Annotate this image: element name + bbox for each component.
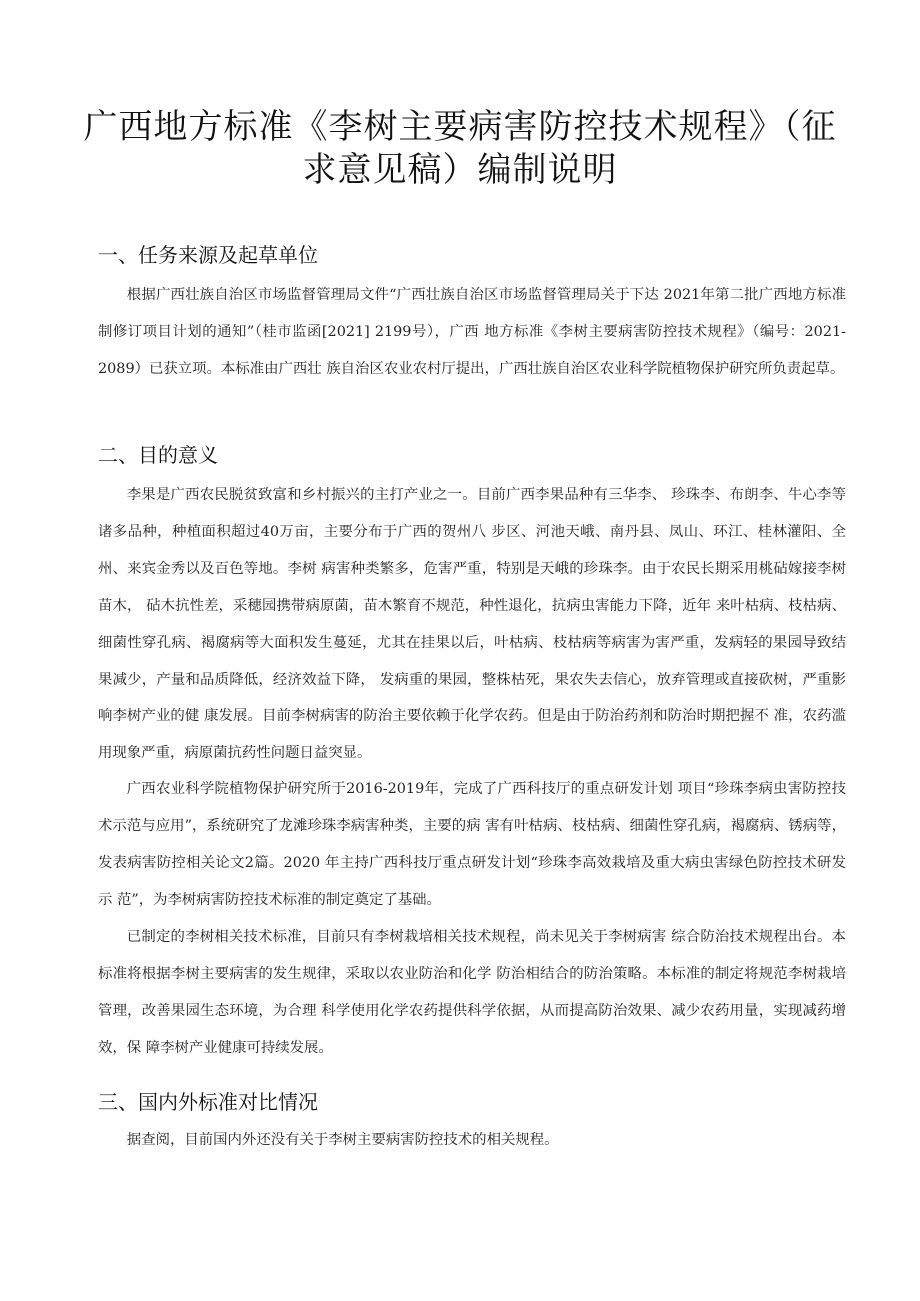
paragraph-purpose-3: 已制定的李树相关技术标准，目前只有李树栽培相关技术规程，尚未见关于李树病害 综合防治技术规程出台。本标准将根据李树主要病害的发生规律，采取以农业防治和化学 防治相结合的防治策略。本标准的制定将规范李树栽培管理，改善果园生态环境，为合理 科学使用化学农药提供科学依据，从而提高防治效果、减少农药用量，实现减药增效，保 障李树产业健康可持续发展。 xyxy=(98,929,846,1056)
section-heading-standard-comparison: 三、国内外标准对比情况 xyxy=(98,1090,318,1114)
section-heading-task-source: 一、任务来源及起草单位 xyxy=(98,243,318,267)
document-title-line-1: 广西地方标准《李树主要病害防控技术规程》（征 xyxy=(83,107,837,147)
paragraph-purpose-2: 广西农业科学院植物保护研究所于2016-2019年，完成了广西科技厅的重点研发计划 项目“珍珠李病虫害防控技术示范与应用”，系统研究了龙滩珍珠李病害种类，主要的病 害有叶枯病、枝枯病、细菌性穿孔病，褐腐病、锈病等，发表病害防控相关论文2篇。2020 年主持广西科技厅重点研发计划“珍珠李高效栽培及重大病虫害绿色防控技术研发示 范”，为李树病害防控技术标准的制定奠定了基础。 xyxy=(98,781,846,908)
section-heading-purpose: 二、目的意义 xyxy=(98,443,218,467)
document-title-line-2: 求意见稿）编制说明 xyxy=(302,150,618,190)
paragraph-standard-comparison: 据查阅，目前国内外还没有关于李树主要病害防控技术的相关规程。 xyxy=(126,1132,559,1148)
paragraph-purpose-1: 李果是广西农民脱贫致富和乡村振兴的主打产业之一。目前广西李果品种有三华李、 珍珠李、布朗李、牛心李等诸多品种，种植面积超过40万亩，主要分布于广西的贺州八 步区、河池天峨、南丹县、凤山、环江、桂林灌阳、全州、来宾金秀以及百色等地。李树 病害种类繁多，危害严重，特别是天峨的珍珠李。由于农民长期采用桃砧嫁接李树苗木， 砧木抗性差，采穗园携带病原菌，苗木繁育不规范，种性退化，抗病虫害能力下降，近年 来叶枯病、枝枯病、细菌性穿孔病、褐腐病等大面积发生蔓延，尤其在挂果以后，叶枯病、枝枯病等病害为害严重，发病轻的果园导致结果减少，产量和品质降低，经济效益下降， 发病重的果园，整株枯死，果农失去信心，放弃管理或直接砍树，严重影响李树产业的健 康发展。目前李树病害的防治主要依赖于化学农药。但是由于防治药剂和防治时期把握不 准，农药滥用现象严重，病原菌抗药性问题日益突显。 xyxy=(98,487,846,762)
paragraph-task-source: 根据广西壮族自治区市场监督管理局文件“广西壮族自治区市场监督管理局关于下达 2021年第二批广西地方标准制修订项目计划的通知”（桂市监函[2021] 2199号），广西 地方标准《李树主要病害防控技术规程》（编号：2021-2089）已获立项。本标准由广西壮 族自治区农业农村厅提出，广西壮族自治区农业科学院植物保护研究所负责起草。 xyxy=(98,287,846,377)
